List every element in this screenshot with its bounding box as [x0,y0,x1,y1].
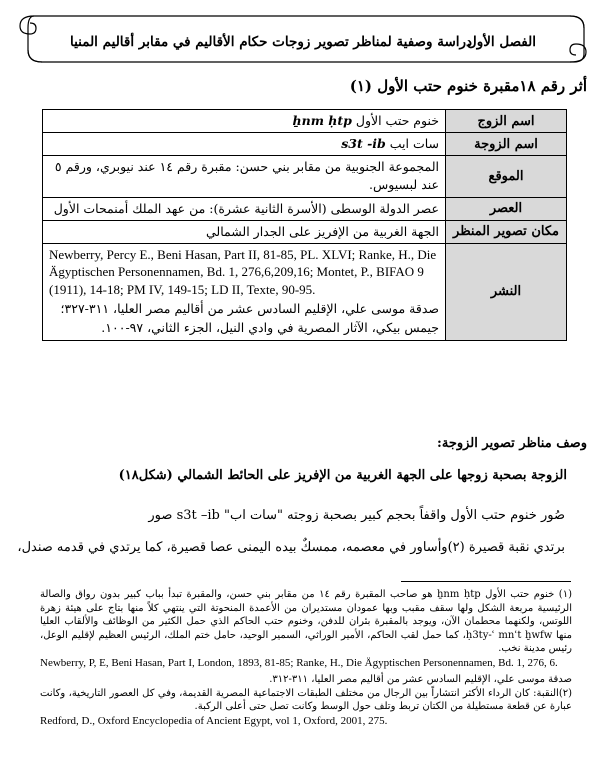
wife-translit: s3t -ib [341,136,386,152]
chapter-label: الفصل الأول [466,34,536,50]
tomb-info-table [42,109,567,341]
period-value: عصر الدولة الوسطى (الأسرة الثانية عشرة): من عهد الملك أمنمحات الأول [43,197,446,220]
husband-value [43,110,446,133]
table-row [43,243,567,340]
scene-title: الزوجة بصحبة زوجها على الجهة الغربية من الإفريز على الحائط الشمالي (شكل١٨) [118,468,567,483]
body-paragraph-2: برتدي نقبة قصيرة (٢)وأساور في معصمه، ممسكٌ بيده اليمنى عصا قصيرة، كما يرتدي في قدمه صندل، [17,540,565,555]
section-title: أثر رقم ١٨مقبرة خنوم حتب الأول (١) [349,77,587,95]
publication-value [43,243,446,340]
table-row [43,197,567,220]
wife-name-ar: سات ايب [389,136,439,152]
publication-arabic: صدقة موسى علي، الإقليم السادس عشر من أقاليم مصر العليا، ٣١١-٣٢٧؛ جيمس بيكي، الآثار المصرية في وادي النيل، الجزء الثاني، ٩٧-١٠٠. [60,301,439,336]
scene-location-value: الجهة الغربية من الإفريز على الجدار الشمالي [43,220,446,243]
location-value: المجموعة الجنوبية من مقابر بني حسن: مقبرة رقم ١٤ عند نيوبري، ورقم ٥ عند لبسيوس. [43,156,446,197]
footnote-1-english: Newberry, P, E, Beni Hasan, Part I, London, 1893, 81-85; Ranke, H., Die Ägyptischen Personennamen, Bd. 1, 276, 6. [40,656,558,669]
header-scroll-banner [12,8,592,70]
footnote-2-arabic: (٢)النقبة: كان الرداء الأكثر انتشاراً بين الرجال من مختلف الطبقات الاجتماعية المصرية القديمة، وفي كل العصور التاريخية، وكانت عبارة عن قطعة مستطيلة من الكتان تربط وتلف حول الوسط وكانت تصل حتى أعلى الركبة. [40,687,572,713]
table-row [43,156,567,197]
scene-location-label: مكان تصوير المنظر [446,220,567,243]
wife-value [43,133,446,156]
period-label: العصر [446,197,567,220]
footnotes [40,588,572,729]
footnote-divider [401,581,571,582]
footnote-1-arabic-source: صدقة موسى علي، الإقليم السادس عشر من أقاليم مصر العليا، ٣١١-٣١٢. [269,674,572,686]
husband-label: اسم الزوج [446,110,567,133]
wife-label: اسم الزوجة [446,133,567,156]
table-row [43,220,567,243]
description-title: وصف مناظر تصوير الزوجة: [437,436,587,451]
location-label: الموقع [446,156,567,197]
husband-translit: ẖnm ḥtp [292,113,352,128]
body-paragraph-1: صُور خنوم حتب الأول واقفاً بحجم كبير بصحبة زوجته "سات اب" s3t –ib صور [148,508,565,523]
table-row [43,133,567,156]
publication-label: النشر [446,243,567,340]
footnote-1-arabic: (١) خنوم حتب الأول ẖnm ḥtp هو صاحب المقبرة رقم ١٤ من مقابر بني حسن، والمقبرة تبدأ بباب كبير بدون رواق والصالة الرئيسية مربعة الشكل ولها سقف مقبب وبها عمودان مستديران من الأعمدة المنحوتة التي ينتهي كلاً منها بتاج على هيئة زهرة اللوتس، ولكنهما محطمان الآن، ويوجد بالمقبرة بئران للدفن، وخنوم حتب الحاكم الذي حمل الكثير من الوظائف والألقاب العليا منها ḥ3ty-ʿ mnʿt ḫwfw، كما حمل لقب الحاكم، الأمير الوراثي، السمير الوحيد، حامل ختم الملك، الرئيس العظيم لإقليم الوعل، رئيس مدينة نخب. [40,589,572,654]
table-row [43,110,567,133]
header-title: دراسة وصفية لمناظر تصوير زوجات حكام الأقاليم في مقابر أقاليم المنيا [70,34,473,50]
husband-name-ar: خنوم حتب الأول [355,113,439,128]
footnote-2-english: Redford, D., Oxford Encyclopedia of Ancient Egypt, vol 1, Oxford, 2001, 275. [40,714,388,727]
publication-english: Newberry, Percy E., Beni Hasan, Part II, 81-85, PL. XLVI; Ranke, H., Die Ägyptischen Personennamen, Bd. 1, 276,6,209,16; Montet, P., BIFAO 9 (1911), 14-18; PM IV, 149-15; LD II, Texte, 90-95. [49,246,437,297]
